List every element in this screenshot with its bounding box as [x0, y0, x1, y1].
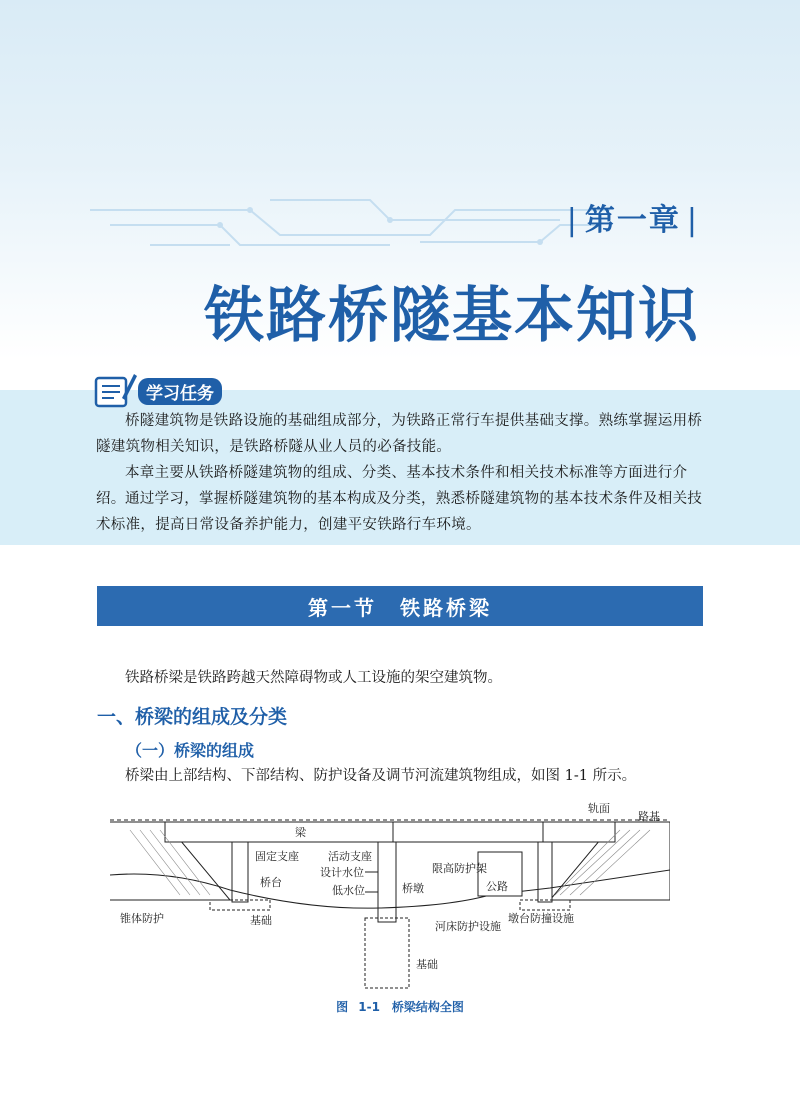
circuit-decoration — [90, 190, 610, 260]
chapter-title: 铁路桥隧基本知识 — [204, 281, 700, 351]
label-beam: 梁 — [295, 826, 306, 839]
label-riverbed-protection: 河床防护设施 — [435, 920, 501, 933]
bar-left: | — [566, 203, 579, 238]
task-paragraph-2: 本章主要从铁路桥隧建筑物的组成、分类、基本技术条件和相关技术标准等方面进行介绍。 — [96, 465, 688, 507]
task-label: 学习任务 — [138, 378, 222, 405]
label-abutment: 桥台 — [260, 876, 282, 889]
label-highway: 公路 — [486, 880, 508, 893]
label-low-water-level: 低水位 — [332, 884, 365, 897]
section-title-bar — [97, 586, 703, 626]
label-height-limit-frame: 限高防护架 — [432, 862, 487, 875]
label-pier: 桥墩 — [402, 882, 424, 895]
label-cone-protection: 锥体防护 — [120, 912, 164, 925]
figure-caption: 图 1-1 桥梁结构全图 — [336, 1000, 464, 1014]
chapter-number-text: 第一章 — [584, 203, 681, 238]
composition-paragraph: 桥梁由上部结构、下部结构、防护设备及调节河流建筑物组成，如图 1-1 所示。 — [125, 768, 637, 784]
bridge-structure-diagram — [110, 800, 670, 990]
task-paragraph-1: 桥隧建筑物是铁路设施的基础组成部分，为铁路正常行车提供基础支撑。熟练掌握运用桥隧建筑物相关知识，是铁路桥隧从业人员的必备技能。 — [96, 413, 703, 455]
intro-paragraph: 铁路桥梁是铁路跨越天然障碍物或人工设施的架空建筑物。 — [125, 670, 502, 686]
notebook-pen-icon — [92, 368, 138, 412]
heading-level-3: （一）桥梁的组成 — [126, 741, 255, 760]
label-fixed-bearing: 固定支座 — [255, 850, 299, 863]
label-design-water-level: 设计水位 — [320, 866, 364, 879]
label-pier-collision: 墩台防撞设施 — [508, 912, 574, 925]
chapter-number — [561, 195, 705, 239]
label-subgrade: 路基 — [638, 810, 660, 823]
section-title: 第一节 铁路桥梁 — [308, 595, 492, 620]
heading-level-2: 一、桥梁的组成及分类 — [97, 706, 288, 728]
label-rail-surface: 轨面 — [588, 802, 610, 815]
label-movable-bearing: 活动支座 — [328, 850, 372, 863]
bar-right: | — [686, 203, 699, 238]
task-paragraph-3: 通过学习，掌握桥隧建筑物的基本构成及分类，熟悉桥隧建筑物的基本技术条件及相关技术标准，提高日常设备养护能力，创建平安铁路行车环境。 — [96, 491, 703, 533]
label-foundation-bottom: 基础 — [416, 958, 438, 971]
label-foundation-left: 基础 — [250, 914, 272, 927]
